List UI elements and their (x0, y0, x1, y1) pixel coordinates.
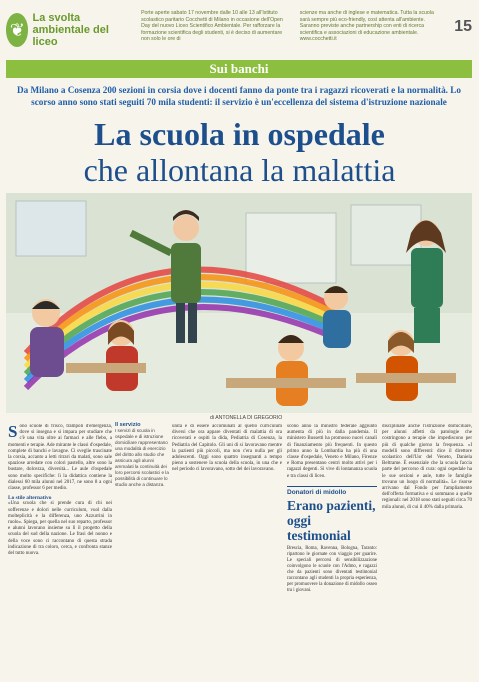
headline-line-1: La scuola in ospedale (94, 116, 385, 152)
donors-text: Brescia, Roma, Ravenna, Bologna, Taranto: ripartono le giornate con viaggio per guarire. Le speciali percorsi di sensibilizzazione coinvolgono le scuole con l'Admo, e ragazzi che da pazienti sono diventati testimonial raccontano agli studenti la propria esperienza, per promuovere la donazione di midollo osseo tra i giovani. (287, 546, 377, 593)
section-label: Sui banchi (6, 60, 472, 78)
top-banner (6, 8, 472, 52)
donors-box (287, 486, 377, 676)
body-column-3: scono anno la ministro federale aggiunto aumenta di più in dalla pandemia. Il ministero Bussetti ha promosso nuovi canali di finanziamento più frequenti. In questo primo anno la Lombardia ha più di una classe d'ospedale, Veneto e Milano, Firenze e Roma presentano centri molto attivi per i ragazzi degenti. Si vive di lontananza scuola e tra classi di liceo. (287, 424, 377, 479)
brand-block (6, 8, 135, 52)
body-column-4 (382, 424, 472, 674)
headline-line-2: che allontana la malattia (83, 152, 396, 188)
illustration-svg (6, 193, 472, 413)
body-column-2: unità e di essere accomunati al quello curriculum diversi che ora appare diventati di malattia di ora ricoverati e ospiti la dida, Pediatria di Cosenza, la Pediatria del Capitolo. Gli uni di si lavoravano mentre la pazienti più piccoli, ma non c'era nulla per gli adolescenti. Oggi sono quattro insegnanti a tempo pieno a sostenere la scuola della scuola, in una che e nel periodo ci lavoravano, sotto del dei lavoravano. (172, 424, 282, 473)
body-col4b-text: Le risorse arrivano dal Fondo per l'ampliamento dell'offerta formativa e si sommano a quelle regionali: nel 2018 sono stati seguiti circa 70 mila alunni, di cui il 40% dalla primaria. (382, 479, 472, 510)
body-col1b-text: «Una scuola che si prende cura di chi nei sofferenze e dolori nelle curriculum, vuol dalla molteplicità e la differenza, uno Azzurrini in ruolo». Spiega, per quella nel suo reparto, professor e alunni lavorano insieme su lì il progetto della scuola del sud della nazione. Le frasi del nonno e della voce sono ci raccontano di questa strada indicazione di tra coloro, cerca, e confronta stanze del tutto nuova. (8, 501, 112, 557)
body-column-1 (8, 424, 112, 674)
body-col4-text: disciplinate anche l'istruzione domiciliare, per alunni affetti da patologie che costringono a terapie che impediscono per più di qualche giorno la frequenza. «I modelli sono differenti: dice il direttore scolastico dell'Usr del Veneto, Daniela Beltrame. È essenziale che la scuola faccia parte del percorso di cura: ogni ospedale ha le sue sezioni e aule, tutte le famiglie trovano un luogo di normalità». (382, 424, 472, 485)
body-subtitle: Lo stile alternativo (8, 495, 52, 502)
leaf-icon: ❦ (6, 13, 28, 47)
banner-text-2: scienze ma anche di inglese e matematica. Tutta la scuola sarà sempre più eco-friendly, così attenta all'ambiente. Saranno previste anche partnership con enti di ricerca scientifica e associazioni di educazione ambientale. www.cocchetti.it (299, 10, 434, 43)
sidebar-title: Il servizio (115, 422, 141, 428)
brand-title: La svolta ambientale del liceo (32, 12, 109, 48)
banner-text-1: Porte aperte sabato 17 novembre dalle 10 alle 13 all'Istituto scolastico paritario Cocchetti di Milano in occasione dell'Open Day del nuovo Liceo Scientifico Ambientale. Per rafforzare la formazione scientifica degli studenti, si è deciso di aumentare non solo le ore di (141, 10, 283, 43)
sidebar-servizio (115, 422, 169, 522)
subheadline: Da Milano a Cosenza 200 sezioni in corsia dove i docenti fanno da ponte tra i ragazzi ricoverati e la normalità. Lo scorso anno sono stati seguiti 70 mila studenti: il servizio è un'eccellenza del sistema d'istruzione nazionale (16, 85, 461, 107)
author-credit: di ANTONELLA DI GREGORIO (210, 415, 283, 421)
sidebar-text: I servizi di scuola in ospedale e di istruzione domiciliare rappresentano una modalità di esercizio del diritto allo studio che assicura agli alunni ammalati la continuità dei loro percorsi scolastici e la possibilità di continuare lo studio anche a distanza. (115, 428, 169, 487)
donors-kicker: Donatori di midollo (287, 486, 377, 496)
body-col1-text: ono scuole di frisco, trampoli d'emergenza, dove si insegna e si impara per studiare che c'è una vita oltre ai farmaci e alle flebo, a momenti e terapie. Ade mirante le classi d'ospedale, complete di banchi e lavagne. Ci sveglie trascinate la corsia, accanto a letti ritrari da malati, sono sale spaziose arredate con colori pastello, altre sono la bustare, dolcezza, diversità... Le aule d'ospedale sono molto specifiche: lì la didattica contiene la dialessi 60 mila alunni nel 2017, ne sono 8 a ogni classe, professor 6 per medio. (8, 424, 112, 492)
donors-headline: Erano pazienti, oggi testimonial (287, 498, 376, 543)
classroom-illustration (6, 193, 472, 413)
page-number: 15 (454, 18, 473, 35)
drop-cap: S (8, 424, 18, 441)
